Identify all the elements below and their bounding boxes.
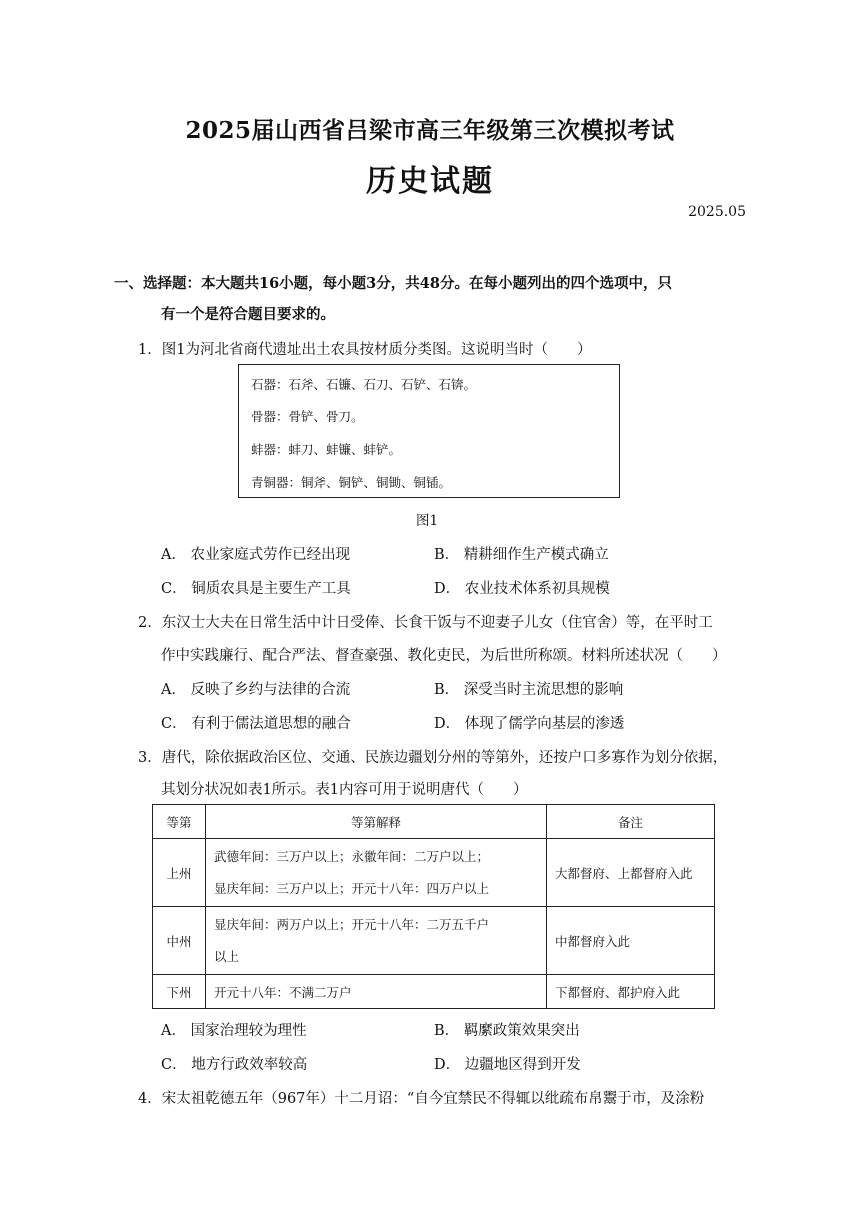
section-heading-line1: 一、选择题：本大题共16小题，每小题3分，共48分。在每小题列出的四个选项中，只 xyxy=(114,275,672,292)
table-row xyxy=(153,907,715,975)
q3-option-c[interactable]: C． 地方行政效率较高 xyxy=(161,1057,308,1073)
q3-option-d[interactable]: D． 边疆地区得到开发 xyxy=(434,1057,581,1073)
table-cell-note: 中都督府入此 xyxy=(547,907,715,975)
q1-figure-line: 青铜器：铜斧、铜铲、铜锄、铜锸。 xyxy=(251,475,452,490)
table-row xyxy=(153,975,715,1009)
q1-option-b[interactable]: B． 精耕细作生产模式确立 xyxy=(434,547,609,563)
q1-option-a[interactable]: A． 农业家庭式劳作已经出现 xyxy=(161,547,351,563)
table-header-row xyxy=(153,805,715,839)
q3-stem-line1: 3．唐代，除依据政治区位、交通、民族边疆划分州的等第外，还按户口多寡作为划分依据， xyxy=(138,750,728,766)
q3-option-b[interactable]: B． 羁縻政策效果突出 xyxy=(434,1023,580,1039)
q3-table xyxy=(152,804,715,1009)
table-header-cell: 等第 xyxy=(153,805,206,839)
q1-figure-line: 骨器：骨铲、骨刀。 xyxy=(251,409,364,424)
q1-option-c[interactable]: C． 铜质农具是主要生产工具 xyxy=(161,581,351,597)
table-cell-explain-line: 以上 xyxy=(214,948,240,964)
q2-option-d[interactable]: D． 体现了儒学向基层的渗透 xyxy=(434,716,625,732)
q2-stem-line1: 2．东汉士大夫在日常生活中计日受俸、长食干饭与不迎妻子儿女（住官舍）等，在平时工 xyxy=(138,615,713,631)
exam-subtitle: 历史试题 xyxy=(366,164,494,199)
table-cell-explain-line: 显庆年间：三万户以上；开元十八年：四万户以上 xyxy=(214,880,490,896)
section-heading-line2: 有一个是符合题目要求的。 xyxy=(161,306,335,323)
table-cell-explain xyxy=(206,839,547,907)
table-header-cell: 备注 xyxy=(547,805,715,839)
q1-figure-caption: 图1 xyxy=(416,513,439,529)
table-cell-grade: 上州 xyxy=(153,839,206,907)
table-cell-explain: 开元十八年：不满二万户 xyxy=(206,975,547,1009)
q3-stem-line2: 其划分状况如表1所示。表1内容可用于说明唐代（ ） xyxy=(161,782,528,798)
q1-figure-box xyxy=(238,364,620,498)
q1-stem: 1．图1为河北省商代遗址出土农具按材质分类图。这说明当时（ ） xyxy=(138,342,592,358)
table-header-cell: 等第解释 xyxy=(206,805,547,839)
table-row xyxy=(153,839,715,907)
table-cell-note: 下都督府、都护府入此 xyxy=(547,975,715,1009)
table-cell-grade: 下州 xyxy=(153,975,206,1009)
table-cell-grade: 中州 xyxy=(153,907,206,975)
table-cell-explain-line: 显庆年间：两万户以上；开元十八年：二万五千户 xyxy=(214,916,490,932)
q2-option-a[interactable]: A． 反映了乡约与法律的合流 xyxy=(161,682,351,698)
q1-option-d[interactable]: D． 农业技术体系初具规模 xyxy=(434,581,610,597)
table-cell-explain xyxy=(206,907,547,975)
exam-date: 2025.05 xyxy=(688,204,746,220)
table-cell-note: 大都督府、上都督府入此 xyxy=(547,839,715,907)
q2-stem-line2: 作中实践廉行、配合严法、督查豪强、教化吏民，为后世所称颂。材料所述状况（ ） xyxy=(161,648,727,664)
table-cell-explain-line: 武德年间：三万户以上；永徽年间：二万户以上； xyxy=(214,848,490,864)
q4-stem-line1: 4．宋太祖乾德五年（967年）十二月诏：“自今宜禁民不得辄以纰疏布帛鬻于市，及涂粉 xyxy=(138,1091,705,1107)
q2-option-c[interactable]: C． 有利于儒法道思想的融合 xyxy=(161,716,351,732)
exam-title: 2025届山西省吕梁市高三年级第三次模拟考试 xyxy=(185,117,675,144)
q1-figure-line: 石器：石斧、石镰、石刀、石铲、石锛。 xyxy=(251,377,477,392)
q3-option-a[interactable]: A． 国家治理较为理性 xyxy=(161,1023,307,1039)
q1-figure-line: 蚌器：蚌刀、蚌镰、蚌铲。 xyxy=(251,442,402,457)
q2-option-b[interactable]: B． 深受当时主流思想的影响 xyxy=(434,682,624,698)
